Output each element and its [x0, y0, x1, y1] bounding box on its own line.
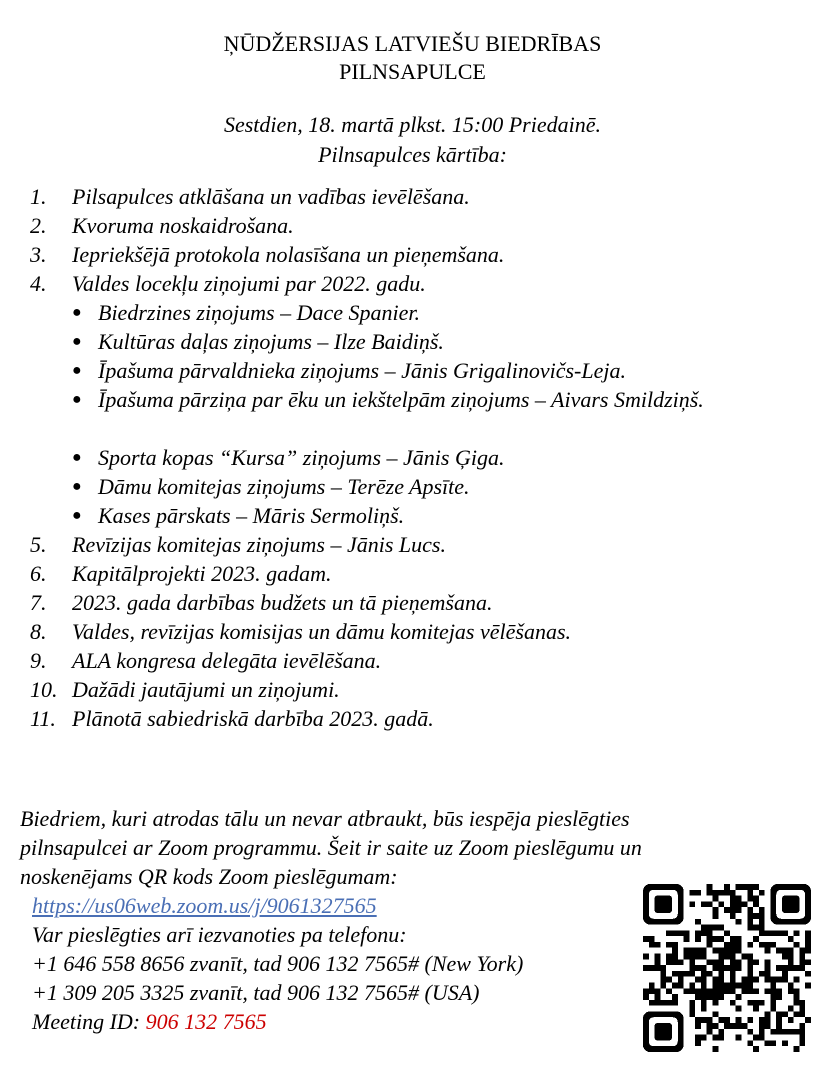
info-line: pilnsapulcei ar Zoom programmu. Šeit ir saite uz Zoom pieslēgumu un: [20, 835, 642, 860]
bullet-icon: ●: [72, 507, 82, 524]
agenda-item: 9. ALA kongresa delegāta ievēlēšana.: [30, 648, 382, 673]
agenda-item: 11. Plānotā sabiedriskā darbība 2023. gadā.: [30, 706, 434, 731]
phone-number-usa: +1 309 205 3325 zvanīt, tad 906 132 7565# (USA): [32, 980, 480, 1005]
zoom-info: [20, 804, 642, 1036]
meeting-id: 906 132 7565: [145, 1009, 267, 1034]
agenda-sub-item: ● Dāmu komitejas ziņojums – Terēze Apsīte.: [72, 474, 470, 499]
document-title: [0, 30, 825, 86]
bullet-icon: ●: [72, 304, 82, 321]
info-line: noskenējams QR kods Zoom pieslēgumam:: [20, 864, 398, 889]
info-line: Biedriem, kuri atrodas tālu un nevar atbraukt, būs iespēja pieslēgties: [20, 806, 630, 831]
agenda-item: 2. Kvoruma noskaidrošana.: [30, 213, 294, 238]
qr-code-icon: [643, 884, 811, 1052]
bullet-icon: ●: [72, 391, 82, 408]
phone-number-new-york: +1 646 558 8656 zvanīt, tad 906 132 7565# (New York): [32, 951, 524, 976]
agenda-item: 8. Valdes, revīzijas komisijas un dāmu komitejas vēlēšanas.: [30, 619, 572, 644]
bullet-icon: ●: [72, 478, 82, 495]
agenda-sub-item: ● Biedrzines ziņojums – Dace Spanier.: [72, 300, 421, 325]
bullet-icon: ●: [72, 362, 82, 379]
bullet-icon: ●: [72, 333, 82, 350]
agenda-item: 3. Iepriekšējā protokola nolasīšana un pieņemšana.: [30, 242, 505, 267]
agenda-sub-item: ● Sporta kopas “Kursa” ziņojums – Jānis Ģiga.: [72, 445, 505, 470]
meeting-id-line: [20, 1007, 620, 1036]
meeting-info: [0, 110, 825, 170]
date-line: Sestdien, 18. martā plkst. 15:00 Priedainē.: [223, 112, 601, 137]
meeting-id-label: Meeting ID:: [32, 1009, 146, 1034]
agenda-item: 10. Dažādi jautājumi un ziņojumi.: [30, 677, 340, 702]
agenda-sub-item: ● Kultūras daļas ziņojums – Ilze Baidiņš.: [72, 329, 444, 354]
agenda-sub-item: ● Īpašuma pārvaldnieka ziņojums – Jānis Grigalinovičs-Leja.: [72, 358, 626, 383]
agenda-item: 1. Pilsapulces atklāšana un vadības ievēlēšana.: [30, 184, 470, 209]
agenda-item: 5. Revīzijas komitejas ziņojums – Jānis Lucs.: [30, 532, 446, 557]
title-line-2: PILNSAPULCE: [339, 59, 486, 84]
bullet-icon: ●: [72, 449, 82, 466]
agenda-sub-item: ● Īpašuma pārziņa par ēku un iekštelpām ziņojums – Aivars Smildziņš.: [30, 385, 810, 443]
zoom-link[interactable]: https://us06web.zoom.us/j/9061327565: [32, 893, 377, 918]
title-line-1: ŅŪDŽERSIJAS LATVIEŠU BIEDRĪBAS: [223, 31, 602, 56]
agenda-item: 7. 2023. gada darbības budžets un tā pieņemšana.: [30, 590, 493, 615]
phone-intro: Var pieslēgties arī iezvanoties pa telefonu:: [32, 922, 407, 947]
agenda-list: [30, 182, 810, 733]
agenda-item: 4. Valdes locekļu ziņojumi par 2022. gadu.: [30, 271, 426, 296]
agenda-sub-item: ● Kases pārskats – Māris Sermoliņš.: [72, 503, 405, 528]
agenda-heading: Pilnsapulces kārtība:: [318, 142, 507, 167]
agenda-item: 6. Kapitālprojekti 2023. gadam.: [30, 561, 332, 586]
